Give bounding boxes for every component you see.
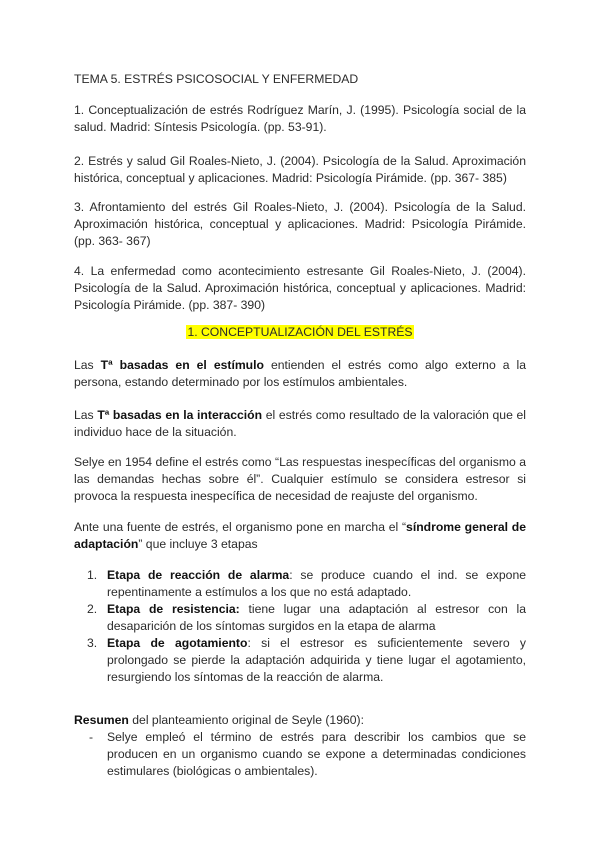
list-item-text: Selye empleó el término de estrés para describir los cambios que se producen en un organismo cuando se expone a determinadas condiciones estimulares (biológicas o ambientales). xyxy=(107,730,526,778)
list-item xyxy=(87,601,526,635)
reference-4: 4. La enfermedad como acontecimiento estresante Gil Roales-Nieto, J. (2004). Psicología de la Salud. Aproximación histórica, conceptual y aplicaciones. Madrid: Psicología Pirámide. (pp. 387- 390) xyxy=(74,264,526,312)
paragraph-selye-definition: Selye en 1954 define el estrés como “Las respuestas inespecíficas del organismo a las demandas hechas sobre él”. Cualquier estímulo se considera estresor si provoca la respuesta inespecífica de necesidad de reajuste del organismo. xyxy=(74,455,526,503)
bold-term: Tª basadas en la interacción xyxy=(97,408,263,422)
reference-3: 3. Afrontamiento del estrés Gil Roales-Nieto, J. (2004). Psicología de la Salud. Aproximación histórica, conceptual y aplicaciones. Madrid: Psicología Pirámide. (pp. 363- 367) xyxy=(74,200,526,248)
list-number: 2. xyxy=(87,602,98,616)
section-heading: 1. CONCEPTUALIZACIÓN DEL ESTRÉS xyxy=(187,325,413,339)
bold-term: Resumen xyxy=(74,713,129,727)
list-item-text: tiene lugar una adaptación al estresor con la desaparición de los síntomas surgidos en la etapa de alarma xyxy=(107,602,526,633)
summary-list xyxy=(89,729,526,780)
document-title: TEMA 5. ESTRÉS PSICOSOCIAL Y ENFERMEDAD xyxy=(74,72,359,86)
list-item-text: : se produce cuando el ind. se expone repentinamente a estímulos a los que no está adaptado. xyxy=(107,568,527,599)
list-item xyxy=(87,567,527,601)
bold-term: Etapa de reacción de alarma xyxy=(107,568,290,582)
list-item xyxy=(87,635,527,686)
section-heading-container xyxy=(0,324,600,341)
paragraph-prefix: Las xyxy=(74,408,98,422)
paragraph-general-adaptation xyxy=(74,519,526,553)
bold-term: síndrome general de adaptación xyxy=(74,520,526,551)
paragraph-stimulus-theories xyxy=(74,357,526,391)
paragraph-text: ” que incluye 3 etapas xyxy=(138,537,258,551)
list-item xyxy=(89,729,526,780)
stages-list xyxy=(87,567,527,686)
paragraph-text: entienden el estrés como algo externo a la persona, estando determinado por los estímulos ambientales. xyxy=(74,358,527,389)
paragraph-interaction-theories xyxy=(74,407,526,441)
bold-term: Etapa de resistencia: xyxy=(107,602,240,616)
summary-heading xyxy=(74,712,364,729)
paragraph-prefix: Las xyxy=(74,358,101,372)
bold-term: Etapa de agotamiento xyxy=(107,636,248,650)
list-number: 3. xyxy=(87,636,98,650)
list-number: 1. xyxy=(87,568,98,582)
summary-heading-text: del planteamiento original de Seyle (1960): xyxy=(128,713,364,727)
reference-1: 1. Conceptualización de estrés Rodríguez Marín, J. (1995). Psicología social de la salud. Madrid: Síntesis Psicología. (pp. 53-91). xyxy=(74,103,526,134)
paragraph-prefix: Ante una fuente de estrés, el organismo pone en marcha el “ xyxy=(74,520,407,534)
paragraph-text: el estrés como resultado de la valoración que el individuo hace de la situación. xyxy=(74,408,526,439)
bold-term: Tª basadas en el estímulo xyxy=(100,358,264,372)
reference-2: 2. Estrés y salud Gil Roales-Nieto, J. (2004). Psicología de la Salud. Aproximación histórica, conceptual y aplicaciones. Madrid: Psicología Pirámide. (pp. 367- 385) xyxy=(74,154,526,185)
list-item-text: : si el estresor es suficientemente severo y prolongado se pierde la adaptación adquirida y tiene lugar el agotamiento, resurgiendo los síntomas de la reacción de alarma. xyxy=(107,636,527,684)
dash-bullet: - xyxy=(89,730,94,744)
